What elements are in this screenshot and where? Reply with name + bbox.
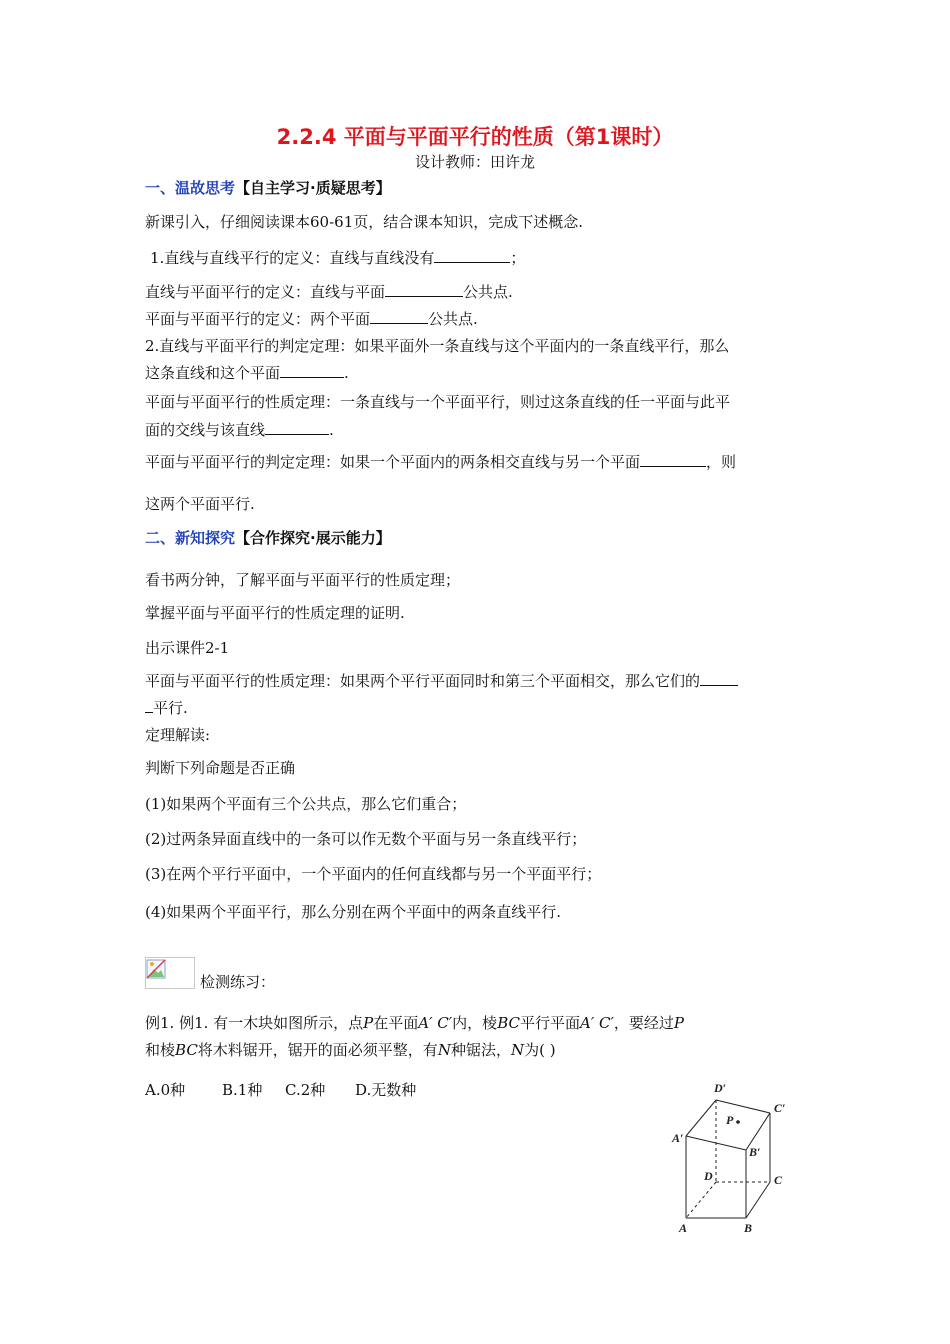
practice-label: 检测练习： (200, 973, 276, 991)
label-a: A (679, 1221, 688, 1235)
section2-paragraph-1: 看书两分钟，了解平面与平面平行的性质定理； (145, 571, 461, 589)
proposition-4: (4)如果两个平面平行，那么分别在两个平面中的两条直线平行. (145, 903, 562, 921)
section2-paragraph-2: 掌握平面与平面平行的性质定理的证明. (145, 604, 405, 622)
answer-blank (370, 311, 428, 324)
option-d: D.无数种 (355, 1081, 417, 1099)
theorem-property-cont: 面的交线与该直线 . (145, 421, 334, 439)
page-title: 2.2.4 平面与平面平行的性质（第1课时） (276, 125, 674, 149)
section1-tag: 【自主学习·质疑思考】 (235, 179, 391, 197)
judge-prompt: 判断下列命题是否正确 (145, 759, 296, 777)
answer-blank (280, 365, 344, 378)
proposition-1: (1)如果两个平面有三个公共点，那么它们重合； (145, 795, 467, 813)
label-c: C (774, 1173, 783, 1187)
definition-plane-plane: 平面与平面平行的定义：两个平面 公共点. (145, 310, 478, 328)
point-p (736, 1120, 740, 1124)
cuboid-figure (664, 1072, 804, 1240)
theorem-plane-criterion: 平面与平面平行的判定定理：如果一个平面内的两条相交直线与另一个平面 ，则 (145, 453, 737, 471)
section2-heading (145, 528, 391, 548)
proposition-3: (3)在两个平行平面中，一个平面内的任何直线都与另一个平面平行； (145, 865, 602, 883)
theorem-interpretation-label: 定理解读: (145, 726, 211, 744)
label-d: D (704, 1169, 713, 1183)
section1-heading (145, 178, 391, 198)
designer-line: 设计教师：田许龙 (414, 153, 535, 171)
theorem-plane-criterion-cont: 这两个平面平行. (145, 495, 255, 513)
section2-tag: 【合作探究·展示能力】 (235, 529, 391, 547)
option-b: B.1种 (222, 1081, 263, 1099)
courseware-label: 出示课件2-1 (145, 639, 230, 657)
option-a: A.0种 (145, 1081, 186, 1099)
property-theorem-cont: 平行. (145, 698, 188, 718)
section1-number: 一、温故思考 (145, 179, 236, 197)
option-c: C.2种 (285, 1081, 326, 1099)
property-theorem: 平面与平面平行的性质定理：如果两个平行平面同时和第三个平面相交，那么它们的 (145, 671, 738, 691)
label-b-prime: B′ (749, 1145, 761, 1159)
answer-blank (640, 454, 706, 467)
answer-blank (434, 250, 510, 263)
example-1-line-2: 和棱BC将木料锯开，锯开的面必须平整，有N种锯法，N为( ) (145, 1041, 556, 1059)
theorem-property: 平面与平面平行的性质定理：一条直线与一个平面平行，则过这条直线的任一平面与此平 (145, 393, 731, 411)
theorem-line-plane-criterion-cont: 这条直线和这个平面 . (145, 364, 349, 382)
answer-blank (265, 422, 329, 435)
section1-intro: 新课引入，仔细阅读课本60-61页，结合课本知识，完成下述概念. (145, 213, 584, 231)
section2-number: 二、新知探究 (145, 529, 236, 547)
label-c-prime: C′ (774, 1101, 786, 1115)
answer-blank (385, 284, 463, 297)
label-p: P (726, 1113, 734, 1127)
theorem-line-plane-criterion: 2.直线与平面平行的判定定理：如果平面外一条直线与这个平面内的一条直线平行，那么 (145, 337, 730, 355)
definition-line-line: 1.直线与直线平行的定义：直线与直线没有 ； (150, 249, 526, 267)
answer-blank (145, 700, 153, 713)
example-1-line-1: 例1. 例1. 有一木块如图所示，点P在平面A′ C′内，棱BC平行平面A′ C′，要经过P (145, 1014, 684, 1032)
proposition-2: (2)过两条异面直线中的一条可以作无数个平面与另一条直线平行； (145, 830, 587, 848)
label-a-prime: A′ (672, 1131, 684, 1145)
label-b: B (744, 1221, 753, 1235)
answer-blank (700, 673, 738, 686)
definition-line-plane: 直线与平面平行的定义：直线与平面 公共点. (145, 283, 513, 301)
label-d-prime: D′ (714, 1081, 727, 1095)
broken-image-icon (145, 957, 195, 989)
